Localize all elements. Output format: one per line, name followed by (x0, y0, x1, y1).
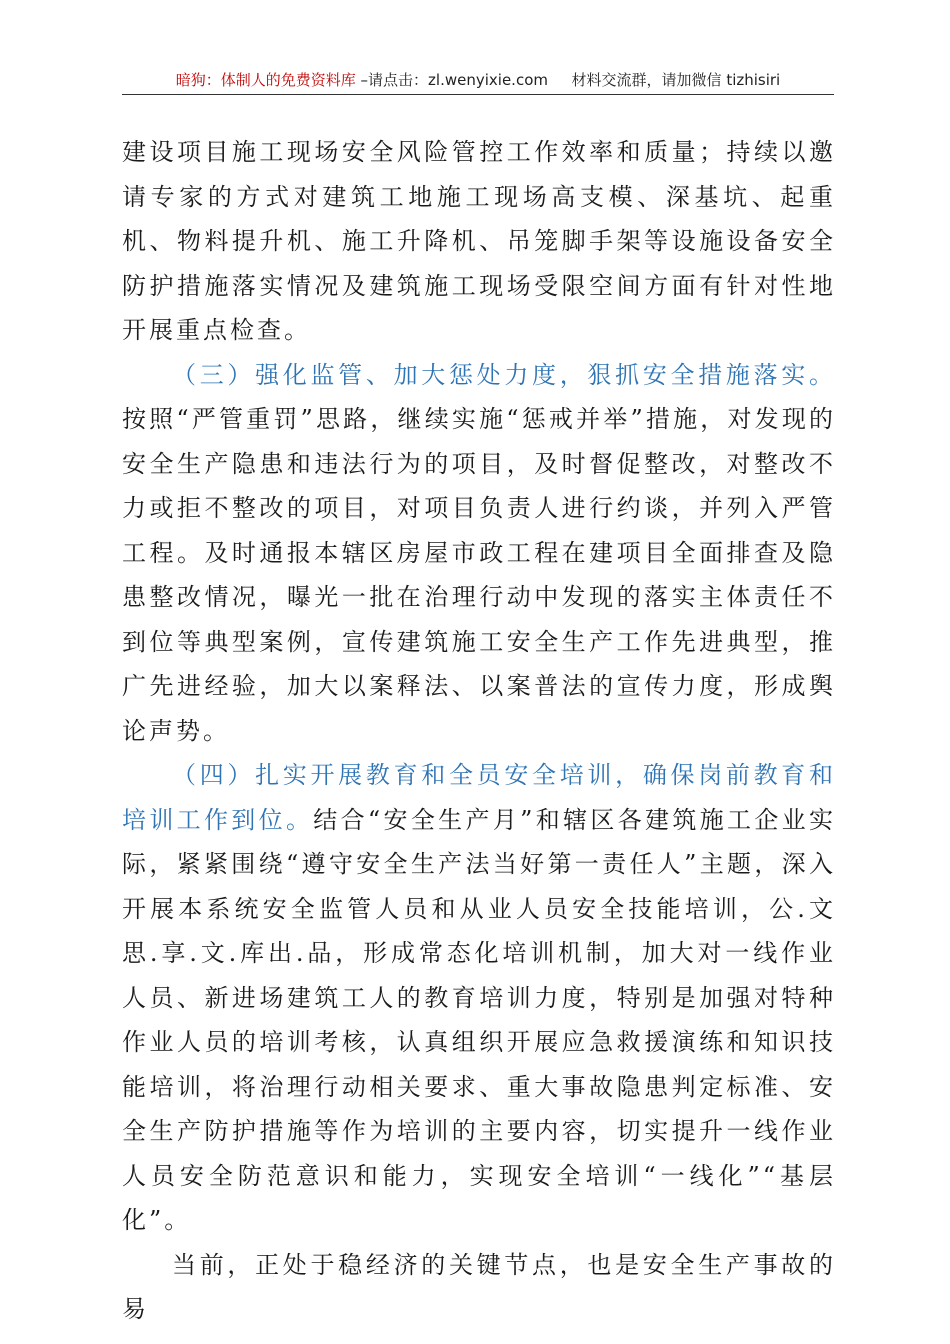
paragraph-3-body: 结合“安全生产月”和辖区各建筑施工企业实际，紧紧围绕“遵守安全生产法当好第一责任人”主题，深入开展本系统安全监管人员和从业人员安全技能培训，公.文思.享.文.库出.品，形成常态化培训机制，加大对一线作业人员、新进场建筑工人的教育培训力度，特别是加强对特种作业人员的培训考核，认真组织开展应急救援演练和知识技能培训，将治理行动相关要求、重大事故隐患判定标准、安全生产防护措施等作为培训的主要内容，切实提升一线作业人员安全防范意识和能力，实现安全培训“一线化”“基层化”。 (122, 805, 836, 1234)
section-heading-4: （四）扎实开展教育和全员安全培训，确保岗前教育和培训工作到位。 (122, 761, 836, 834)
paragraph-2-body: 按照“严管重罚”思路，继续实施“惩戒并举”措施，对发现的安全生产隐患和违法行为的项目，及时督促整改，对整改不力或拒不整改的项目，对项目负责人进行约谈，并列入严管工程。及时通报本辖区房屋市政工程在建项目全面排查及隐患整改情况，曝光一批在治理行动中发现的落实主体责任不到位等典型案例，宣传建筑施工安全生产工作先进典型，推广先进经验，加大以案释法、以案普法的宣传力度，形成舆论声势。 (122, 405, 836, 745)
header-link[interactable]: –请点击：zl.wenyixie.com (360, 71, 548, 89)
paragraph-2 (122, 353, 836, 754)
header-site-title: 暗狗：体制人的免费资料库 (175, 71, 356, 89)
paragraph-1: 建设项目施工现场安全风险管控工作效率和质量；持续以邀请专家的方式对建筑工地施工现场高支模、深基坑、起重机、物料提升机、施工升降机、吊笼脚手架等设施设备安全防护措施落实情况及建筑施工现场受限空间方面有针对性地开展重点检查。 (122, 138, 836, 344)
document-body (122, 130, 836, 1332)
paragraph-3 (122, 753, 836, 1243)
header-divider (122, 94, 834, 95)
page-header (122, 66, 834, 94)
section-heading-3: （三）强化监管、加大惩处力度，狠抓安全措施落实。 (172, 360, 836, 389)
header-contact: 材料交流群，请加微信 tizhisiri (571, 71, 781, 89)
paragraph-4: 当前，正处于稳经济的关键节点，也是安全生产事故的易 (122, 1250, 836, 1323)
